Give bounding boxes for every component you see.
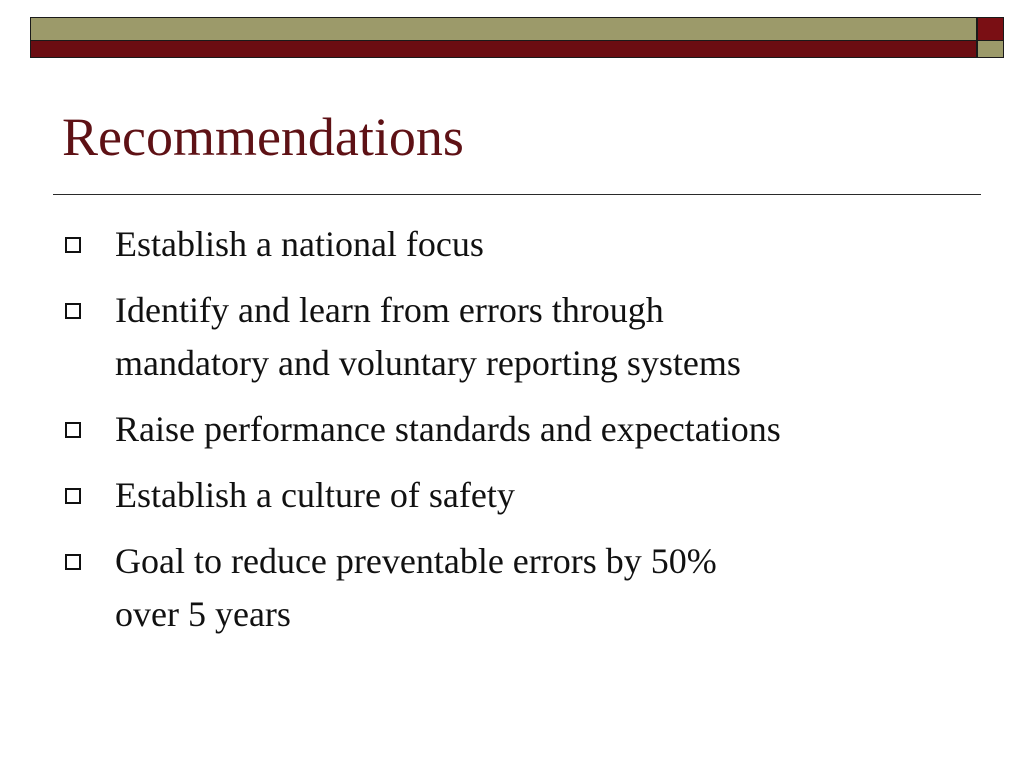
header-square-olive — [977, 41, 1004, 58]
bullet-text — [115, 469, 992, 522]
header-bar-maroon — [30, 41, 977, 58]
header-square-maroon — [977, 17, 1004, 41]
hollow-square-icon — [65, 422, 81, 438]
bullet-item — [62, 284, 992, 390]
hollow-square-icon — [65, 488, 81, 504]
bullet-text — [115, 284, 992, 390]
bullet-text — [115, 218, 992, 271]
bullet-text — [115, 403, 992, 456]
header-bar-olive — [30, 17, 977, 41]
bullet-line: over 5 years — [115, 594, 291, 634]
bullet-line: mandatory and voluntary reporting systems — [115, 343, 741, 383]
hollow-square-icon — [65, 554, 81, 570]
title-divider — [53, 194, 981, 195]
bullet-item — [62, 403, 992, 456]
bullet-item — [62, 469, 992, 522]
hollow-square-icon — [65, 237, 81, 253]
hollow-square-icon — [65, 303, 81, 319]
bullet-line: Establish a culture of safety — [115, 475, 515, 515]
bullet-text — [115, 535, 992, 641]
bullet-line: Goal to reduce preventable errors by 50% — [115, 541, 717, 581]
bullet-item — [62, 535, 992, 641]
bullet-line: Identify and learn from errors through — [115, 290, 664, 330]
bullet-list — [62, 218, 992, 654]
bullet-line: Raise performance standards and expectations — [115, 409, 781, 449]
bullet-item — [62, 218, 992, 271]
bullet-line: Establish a national focus — [115, 224, 484, 264]
slide-title: Recommendations — [62, 107, 464, 167]
